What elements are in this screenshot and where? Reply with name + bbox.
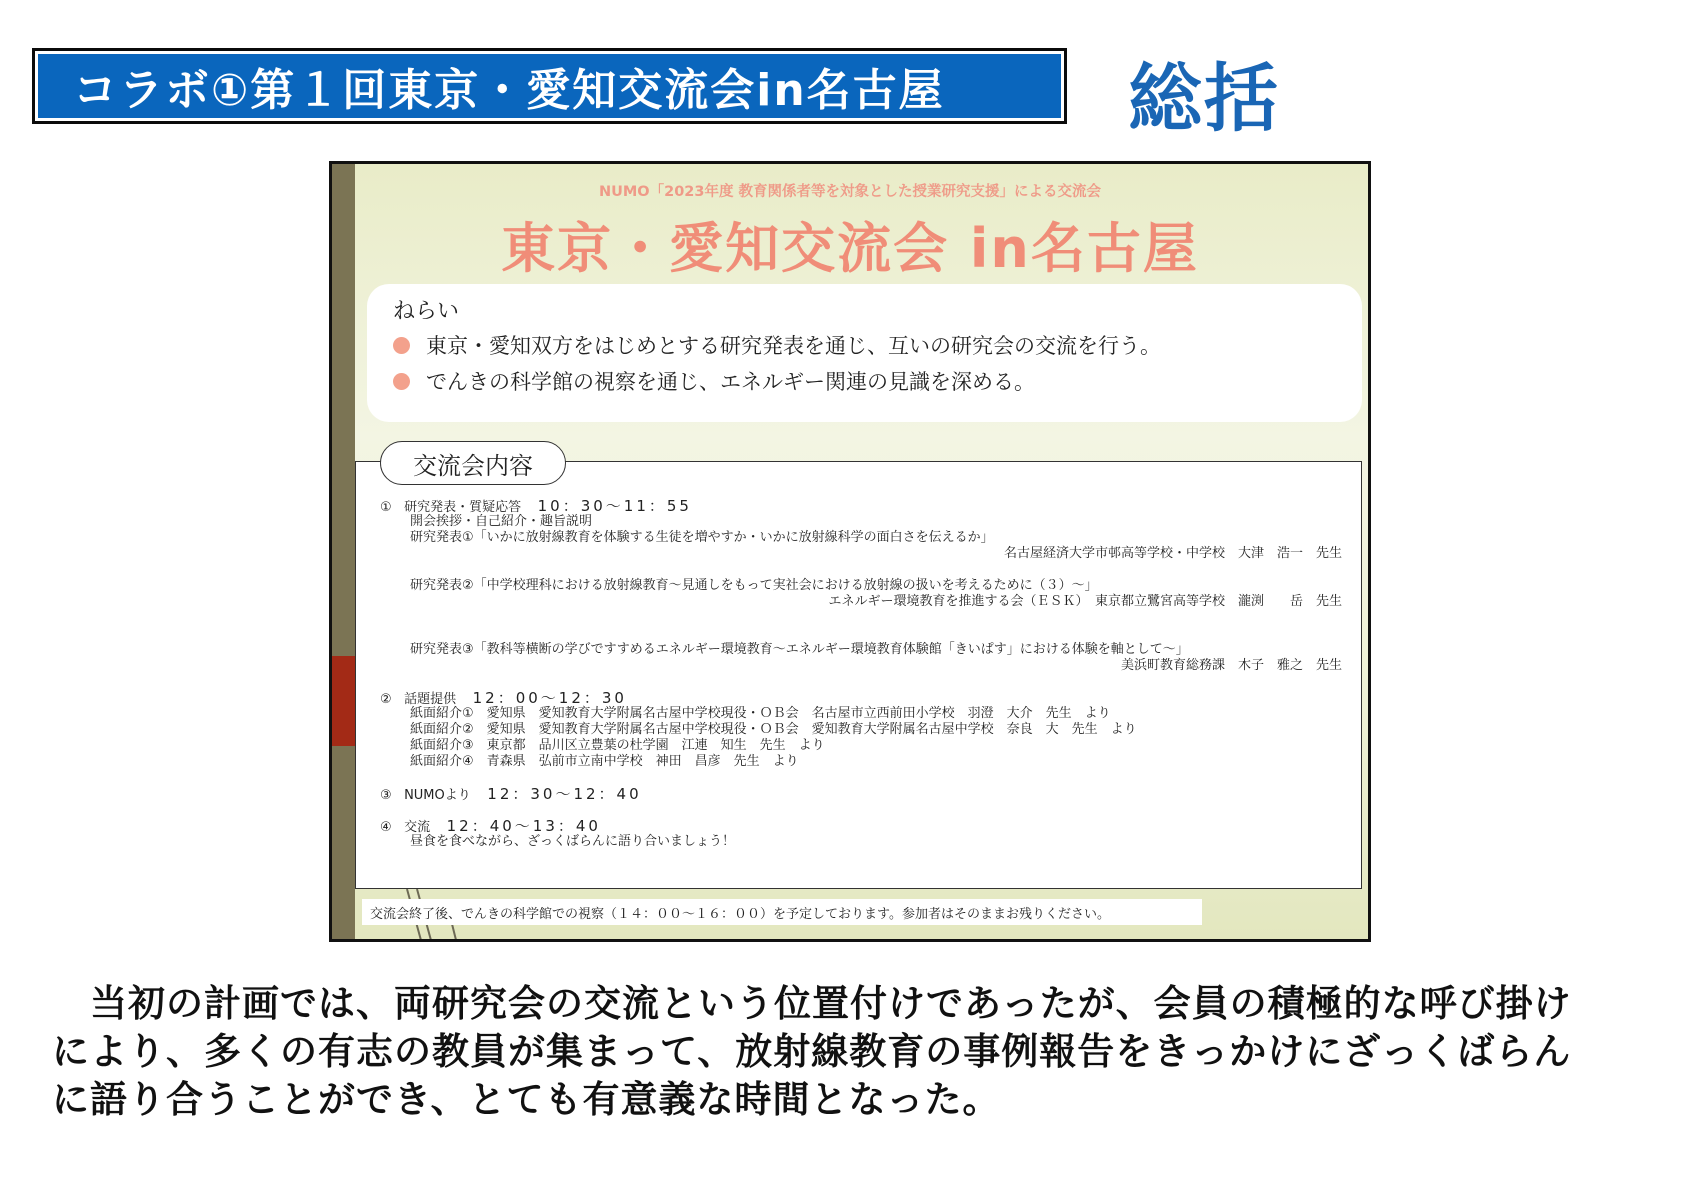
slide-subtitle: NUMO「2023年度 教育関係者等を対象とした授業研究支援」による交流会	[598, 184, 1102, 200]
aim-heading: ねらい	[393, 299, 460, 324]
section-label: 研究発表・質疑応答	[404, 500, 522, 515]
aim-item	[393, 366, 1035, 396]
paper-intro-1: 紙面紹介① 愛知県 愛知教育大学附属名古屋中学校現役・ＯＢ会 名古屋市立西前田小学校 羽澄 大介 先生 より	[410, 706, 1111, 721]
research-title-1: 研究発表①「いかに放射線教育を体験する生徒を増やすか・いかに放射線科学の面白さを伝えるか」	[410, 530, 994, 545]
section-time: 12：30～12：40	[487, 785, 642, 803]
program-tab-label: 交流会内容	[380, 441, 566, 485]
slide-main-title: 東京・愛知交流会 in名古屋	[501, 217, 1199, 280]
section-number: ①	[380, 500, 392, 515]
bullet-dot-icon	[393, 337, 410, 354]
section-label: NUMOより	[404, 788, 471, 803]
section-time: 12：40～13：40	[446, 817, 601, 835]
summary-line: により、多くの有志の教員が集まって、放射線教育の事例報告をきっかけにざっくばらん	[52, 1030, 1572, 1073]
aim-panel	[367, 284, 1362, 422]
section-label: 交流	[404, 820, 431, 835]
slide-left-accent	[332, 656, 355, 746]
exchange-note: 昼食を食べながら、ざっくばらんに語り合いましょう！	[410, 834, 736, 849]
header-title: コラボ①第１回東京・愛知交流会in名古屋	[73, 65, 945, 116]
bullet-dot-icon	[393, 373, 410, 390]
aim-item-text: 東京・愛知双方をはじめとする研究発表を通じ、互いの研究会の交流を行う。	[426, 334, 1161, 358]
paper-intro-4: 紙面紹介④ 青森県 弘前市立南中学校 神田 昌彦 先生 より	[410, 754, 799, 769]
event-slide	[329, 161, 1371, 942]
section-time: 10：30～11：55	[537, 497, 692, 515]
research-title-2: 研究発表②「中学校理科における放射線教育～見通しをもって実社会における放射線の扱いを考えるために（３）～」	[410, 578, 1098, 593]
research-presenter-3: 美浜町教育総務課 木子 雅之 先生	[1120, 658, 1342, 673]
summary-line: に語り合うことができ、とても有意義な時間となった。	[52, 1078, 1001, 1121]
research-title-3: 研究発表③「教科等横断の学びですすめるエネルギー環境教育～エネルギー環境教育体験館「きいぱす」における体験を軸として～」	[410, 642, 1189, 657]
paper-intro-2: 紙面紹介② 愛知県 愛知教育大学附属名古屋中学校現役・ＯＢ会 愛知教育大学附属名古屋中学校 奈良 大 先生 より	[410, 722, 1137, 737]
aim-item	[393, 330, 1161, 360]
summary-line: 当初の計画では、両研究会の交流という位置付けであったが、会員の積極的な呼び掛け	[52, 982, 1572, 1025]
section-number: ②	[380, 692, 392, 707]
program-panel	[355, 461, 1362, 889]
section-number: ③	[380, 788, 392, 803]
research-presenter-1: 名古屋経済大学市邨高等学校・中学校 大津 浩一 先生	[1003, 546, 1342, 561]
section-time: 12：00～12：30	[472, 689, 627, 707]
section-label: 話題提供	[404, 692, 457, 707]
header-title-banner	[32, 48, 1067, 124]
opening-text: 開会挨拶・自己紹介・趣旨説明	[410, 514, 593, 529]
research-presenter-2: エネルギー環境教育を推進する会（ＥＳＫ） 東京都立鷺宮高等学校 瀧渕 岳 先生	[828, 594, 1342, 609]
aim-item-text: でんきの科学館の視察を通じ、エネルギー関連の見識を深める。	[426, 370, 1035, 394]
section-number: ④	[380, 820, 392, 835]
summary-paragraph	[52, 980, 1642, 1124]
slide-footnote: 交流会終了後、でんきの科学館での視察（１４：００～１６：００）を予定しております。参加者はそのままお残りください。	[362, 899, 1202, 925]
program-section-3	[380, 786, 642, 804]
paper-intro-3: 紙面紹介③ 東京都 品川区立豊葉の杜学園 江連 知生 先生 より	[410, 738, 825, 753]
summary-label: 総括	[1128, 56, 1280, 142]
